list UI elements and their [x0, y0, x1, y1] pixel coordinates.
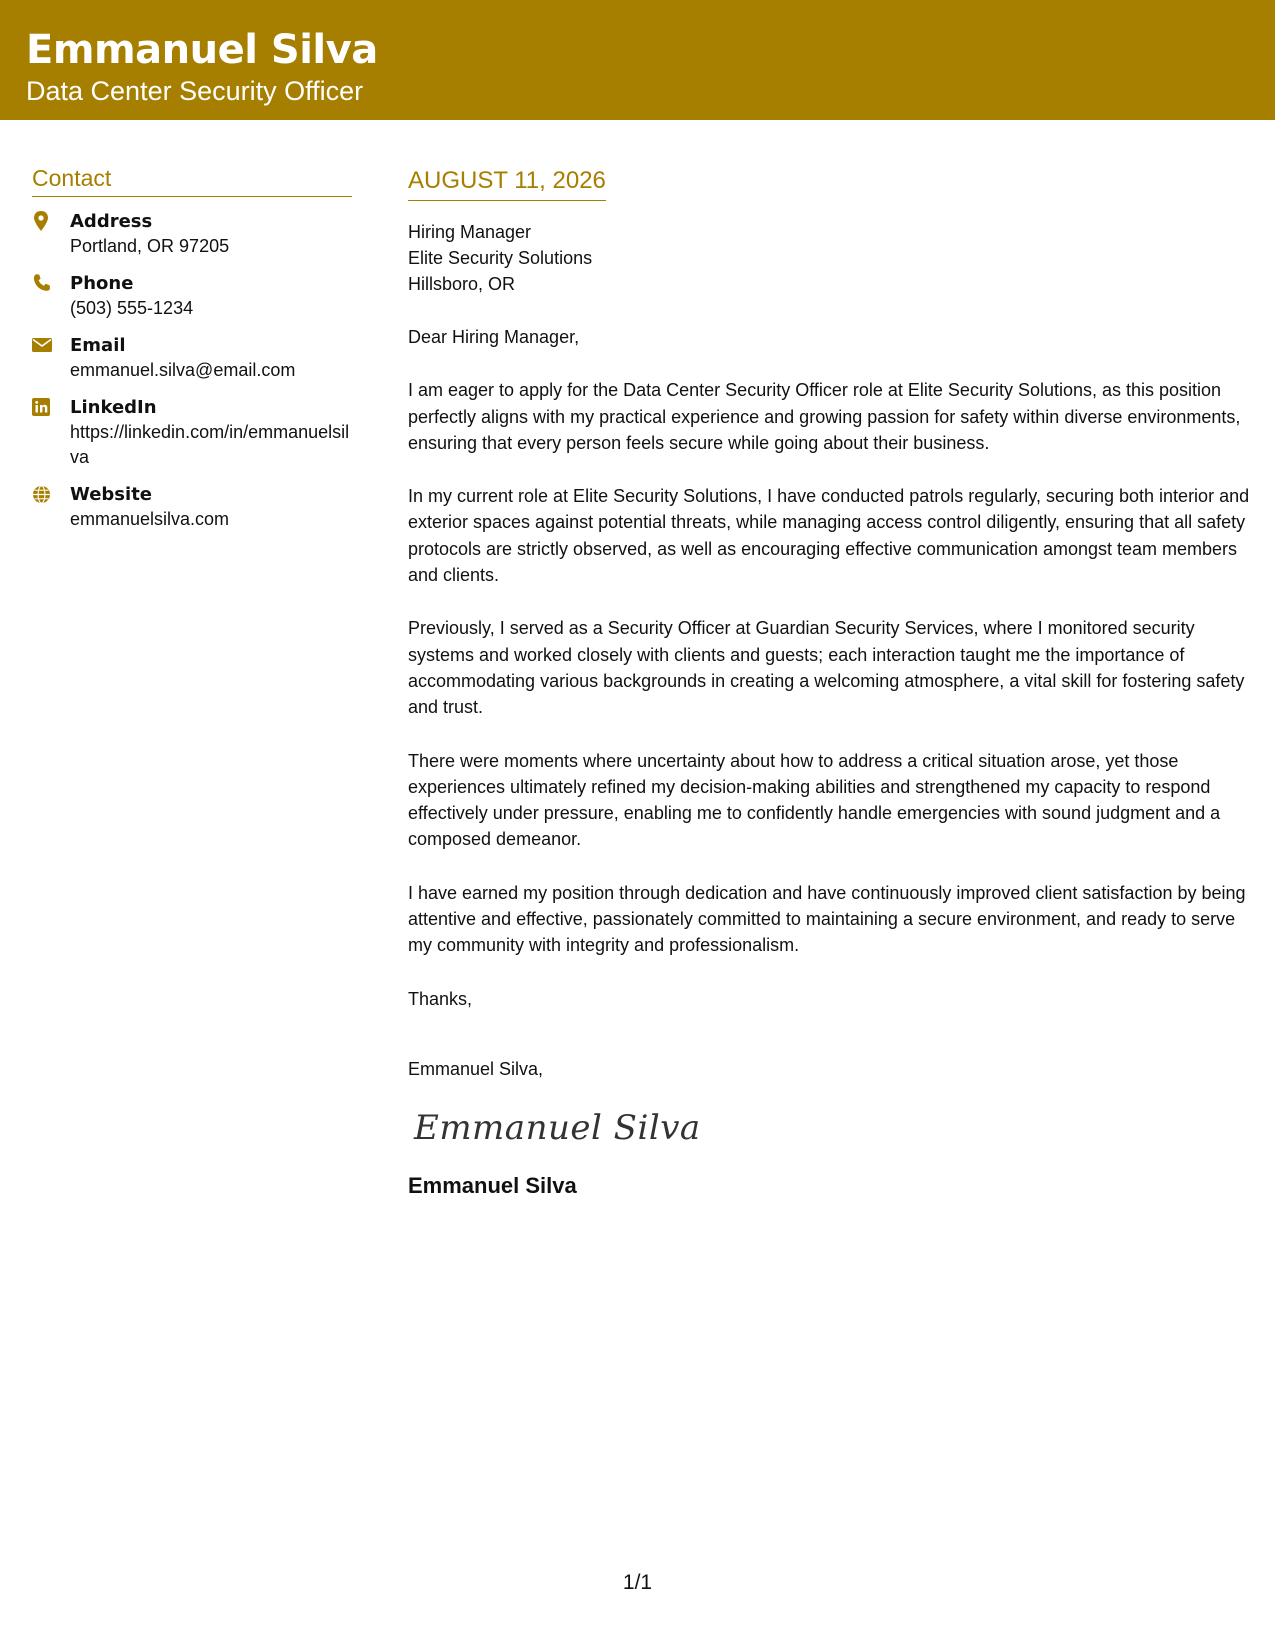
letter-paragraph: Previously, I served as a Security Officer at Guardian Security Services, where I monitored security systems and worked closely with clients and guests; each interaction taught me the importance of accommodating various backgrounds in creating a welcoming atmosphere, a vital skill for fostering safety and trust. — [408, 618, 1245, 718]
handwritten-signature: Emmanuel Silva — [414, 1107, 701, 1148]
contact-list — [32, 209, 352, 532]
contact-item-website — [32, 482, 352, 532]
contact-label: Email — [70, 335, 126, 356]
letter-content — [408, 324, 1250, 959]
contact-section-title: Contact — [32, 164, 352, 197]
contact-value: emmanuelsilva.com — [70, 509, 230, 529]
letter-closing: Thanks, — [408, 988, 473, 1009]
email-icon — [32, 333, 70, 353]
letter-greeting: Dear Hiring Manager, — [408, 327, 580, 347]
letter-paragraph: I have earned my position through dedication and have continuously improved client satisfaction by being attentive and effective, passionately committed to maintaining a secure environment, and ready to serve my community with integrity and professionalism. — [408, 882, 1246, 956]
contact-label: Address — [70, 211, 153, 232]
contact-value: (503) 555-1234 — [70, 298, 194, 318]
applicant-role: Data Center Security Officer — [26, 76, 364, 106]
contact-value: https://linkedin.com/in/emmanuelsilva — [70, 422, 350, 467]
letter-date: AUGUST 11, 2026 — [408, 166, 606, 201]
header-band — [0, 0, 1275, 120]
letter-paragraph: In my current role at Elite Security Solutions, I have conducted patrols regularly, securing both interior and exterior spaces against potential threats, while managing access control diligently, ensuring that all safety protocols are strictly observed, as well as encouraging effective communication amongst team members and clients. — [408, 486, 1250, 586]
letter-paragraph: I am eager to apply for the Data Center Security Officer role at Elite Security Solutions, as this position perfectly aligns with my practical experience and growing passion for safety within diverse environments, ensuring that every person feels secure while going about their business. — [408, 380, 1241, 453]
globe-icon — [32, 482, 70, 504]
contact-value: emmanuel.silva@email.com — [70, 360, 296, 380]
page-number: 1/1 — [622, 1571, 653, 1594]
contact-item-linkedin — [32, 395, 352, 470]
letter-body — [408, 166, 1250, 1200]
contact-item-phone — [32, 271, 352, 321]
applicant-name: Emmanuel Silva — [26, 27, 378, 73]
contact-label: Phone — [70, 273, 134, 294]
contact-value: Portland, OR 97205 — [70, 236, 230, 256]
linkedin-icon — [32, 395, 70, 416]
location-pin-icon — [32, 209, 70, 231]
phone-icon — [32, 271, 70, 293]
contact-item-address — [32, 209, 352, 259]
letter-paragraph: There were moments where uncertainty about how to address a critical situation arose, yet those experiences ultimately refined my decision-making abilities and strengthened my capacity to respond effectively under pressure, enabling me to confidently handle emergencies with sound judgment and a composed demeanor. — [408, 750, 1221, 850]
recipient-location: Hillsboro, OR — [408, 274, 516, 294]
contact-label: LinkedIn — [70, 397, 157, 418]
contact-sidebar — [32, 164, 352, 544]
recipient-block — [408, 219, 1250, 297]
recipient-title: Hiring Manager — [408, 222, 532, 242]
signature-printed-name: Emmanuel Silva — [408, 1172, 577, 1198]
contact-item-email — [32, 333, 352, 383]
letter-signoff: Emmanuel Silva, — [408, 1058, 544, 1079]
recipient-company: Elite Security Solutions — [408, 248, 593, 268]
contact-label: Website — [70, 484, 153, 505]
